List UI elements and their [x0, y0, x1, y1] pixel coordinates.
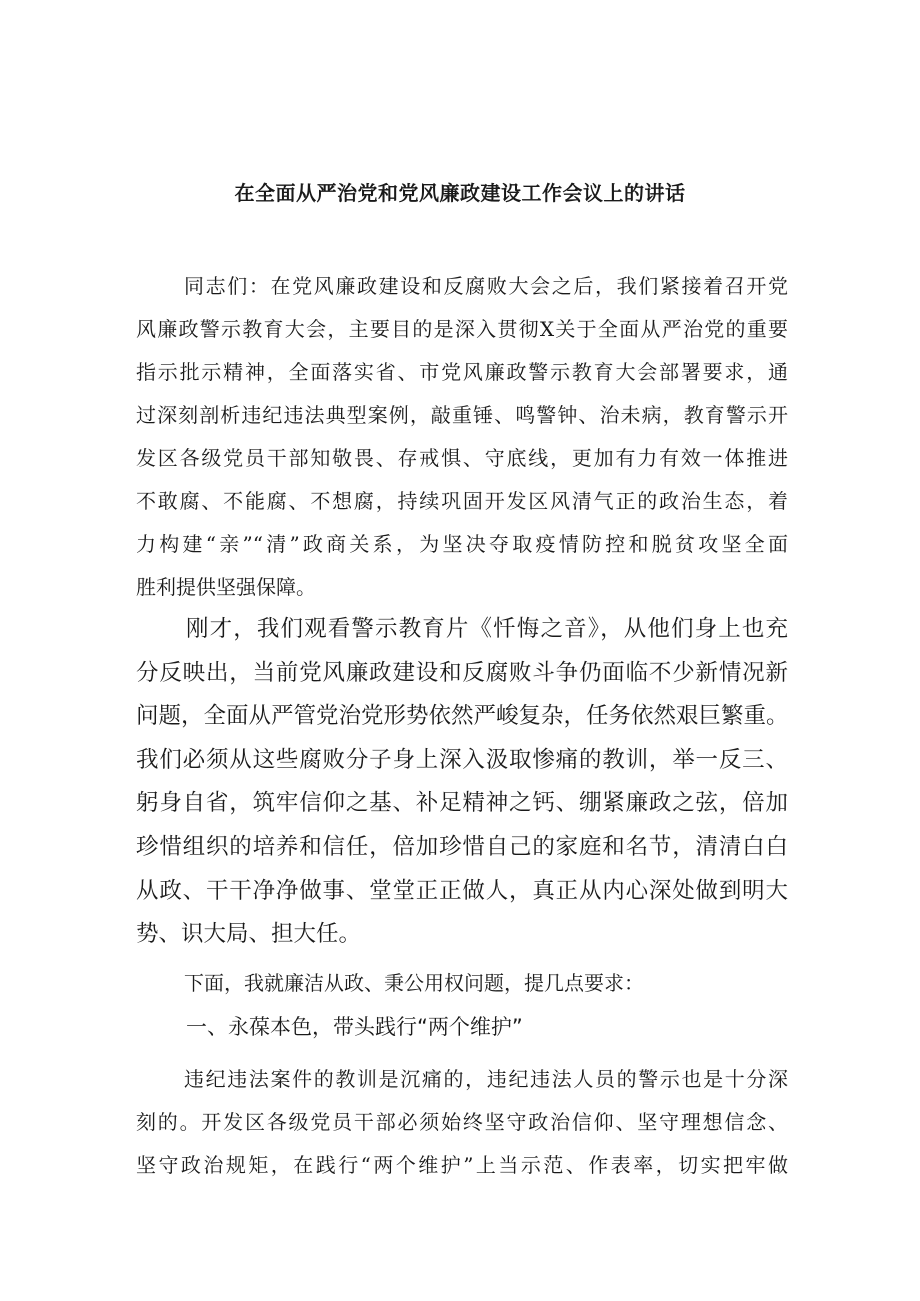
- paragraph-line: 同志们：在党风廉政建设和反腐败大会之后，我们紧接着召开党: [184, 274, 788, 298]
- paragraph-line: 下面，我就廉洁从政、秉公用权问题，提几点要求：: [184, 971, 644, 995]
- paragraph-line: 胜利提供坚强保障。: [136, 575, 316, 599]
- paragraph-line: 刚才，我们观看警示教育片《忏悔之音》，从他们身上也充: [186, 616, 788, 642]
- paragraph-line: 我们必须从这些腐败分子身上深入汲取惨痛的教训，举一反三、: [136, 746, 788, 773]
- paragraph-line: 分反映出，当前党风廉政建设和反腐败斗争仍面临不少新情况新: [136, 659, 788, 686]
- paragraph-line: 指示批示精神，全面落实省、市党风廉政警示教育大会部署要求，通: [136, 360, 788, 384]
- document-title: 在全面从严治党和党风廉政建设工作会议上的讲话: [234, 181, 686, 205]
- paragraph-line: 刻的。开发区各级党员干部必须始终坚守政治信仰、坚守理想信念、: [136, 1110, 788, 1134]
- paragraph-line: 不敢腐、不能腐、不想腐，持续巩固开发区风清气正的政治生态，着: [136, 489, 788, 513]
- section-heading-1: 一、永葆本色，带头践行“两个维护”: [186, 1015, 523, 1039]
- paragraph-opening: [136, 265, 788, 609]
- paragraph-line: 坚守政治规矩，在践行“两个维护”上当示范、作表率，切实把牢做: [136, 1153, 788, 1177]
- paragraph-line: 违纪违法案件的教训是沉痛的，违纪违法人员的警示也是十分深: [184, 1067, 788, 1091]
- paragraph-line: 从政、干干净净做事、堂堂正正做人，真正从内心深处做到明大: [136, 877, 788, 904]
- paragraph-line: 问题，全面从严管党治党形势依然严峻复杂，任务依然艰巨繁重。: [136, 703, 789, 730]
- paragraph-warning-film: [136, 608, 788, 957]
- paragraph-line: 过深刻剖析违纪违法典型案例，敲重锤、鸣警钟、治未病，教育警示开: [136, 403, 788, 427]
- paragraph-line: 风廉政警示教育大会，主要目的是深入贯彻X关于全面从严治党的重要: [136, 317, 788, 341]
- paragraph-line: 发区各级党员干部知敬畏、存戒惧、守底线，更加有力有效一体推进: [136, 446, 788, 470]
- paragraph-requirements-intro: [136, 962, 788, 1005]
- paragraph-section-1: [136, 1058, 788, 1187]
- paragraph-line: 势、识大局、担大任。: [136, 921, 362, 948]
- paragraph-line: 力构建“亲”“清”政商关系，为坚决夺取疫情防控和脱贫攻坚全面: [136, 532, 788, 556]
- paragraph-line: 躬身自省，筑牢信仰之基、补足精神之钙、绷紧廉政之弦，倍加: [136, 790, 788, 817]
- paragraph-line: 珍惜组织的培养和信任，倍加珍惜自己的家庭和名节，清清白白: [136, 833, 788, 860]
